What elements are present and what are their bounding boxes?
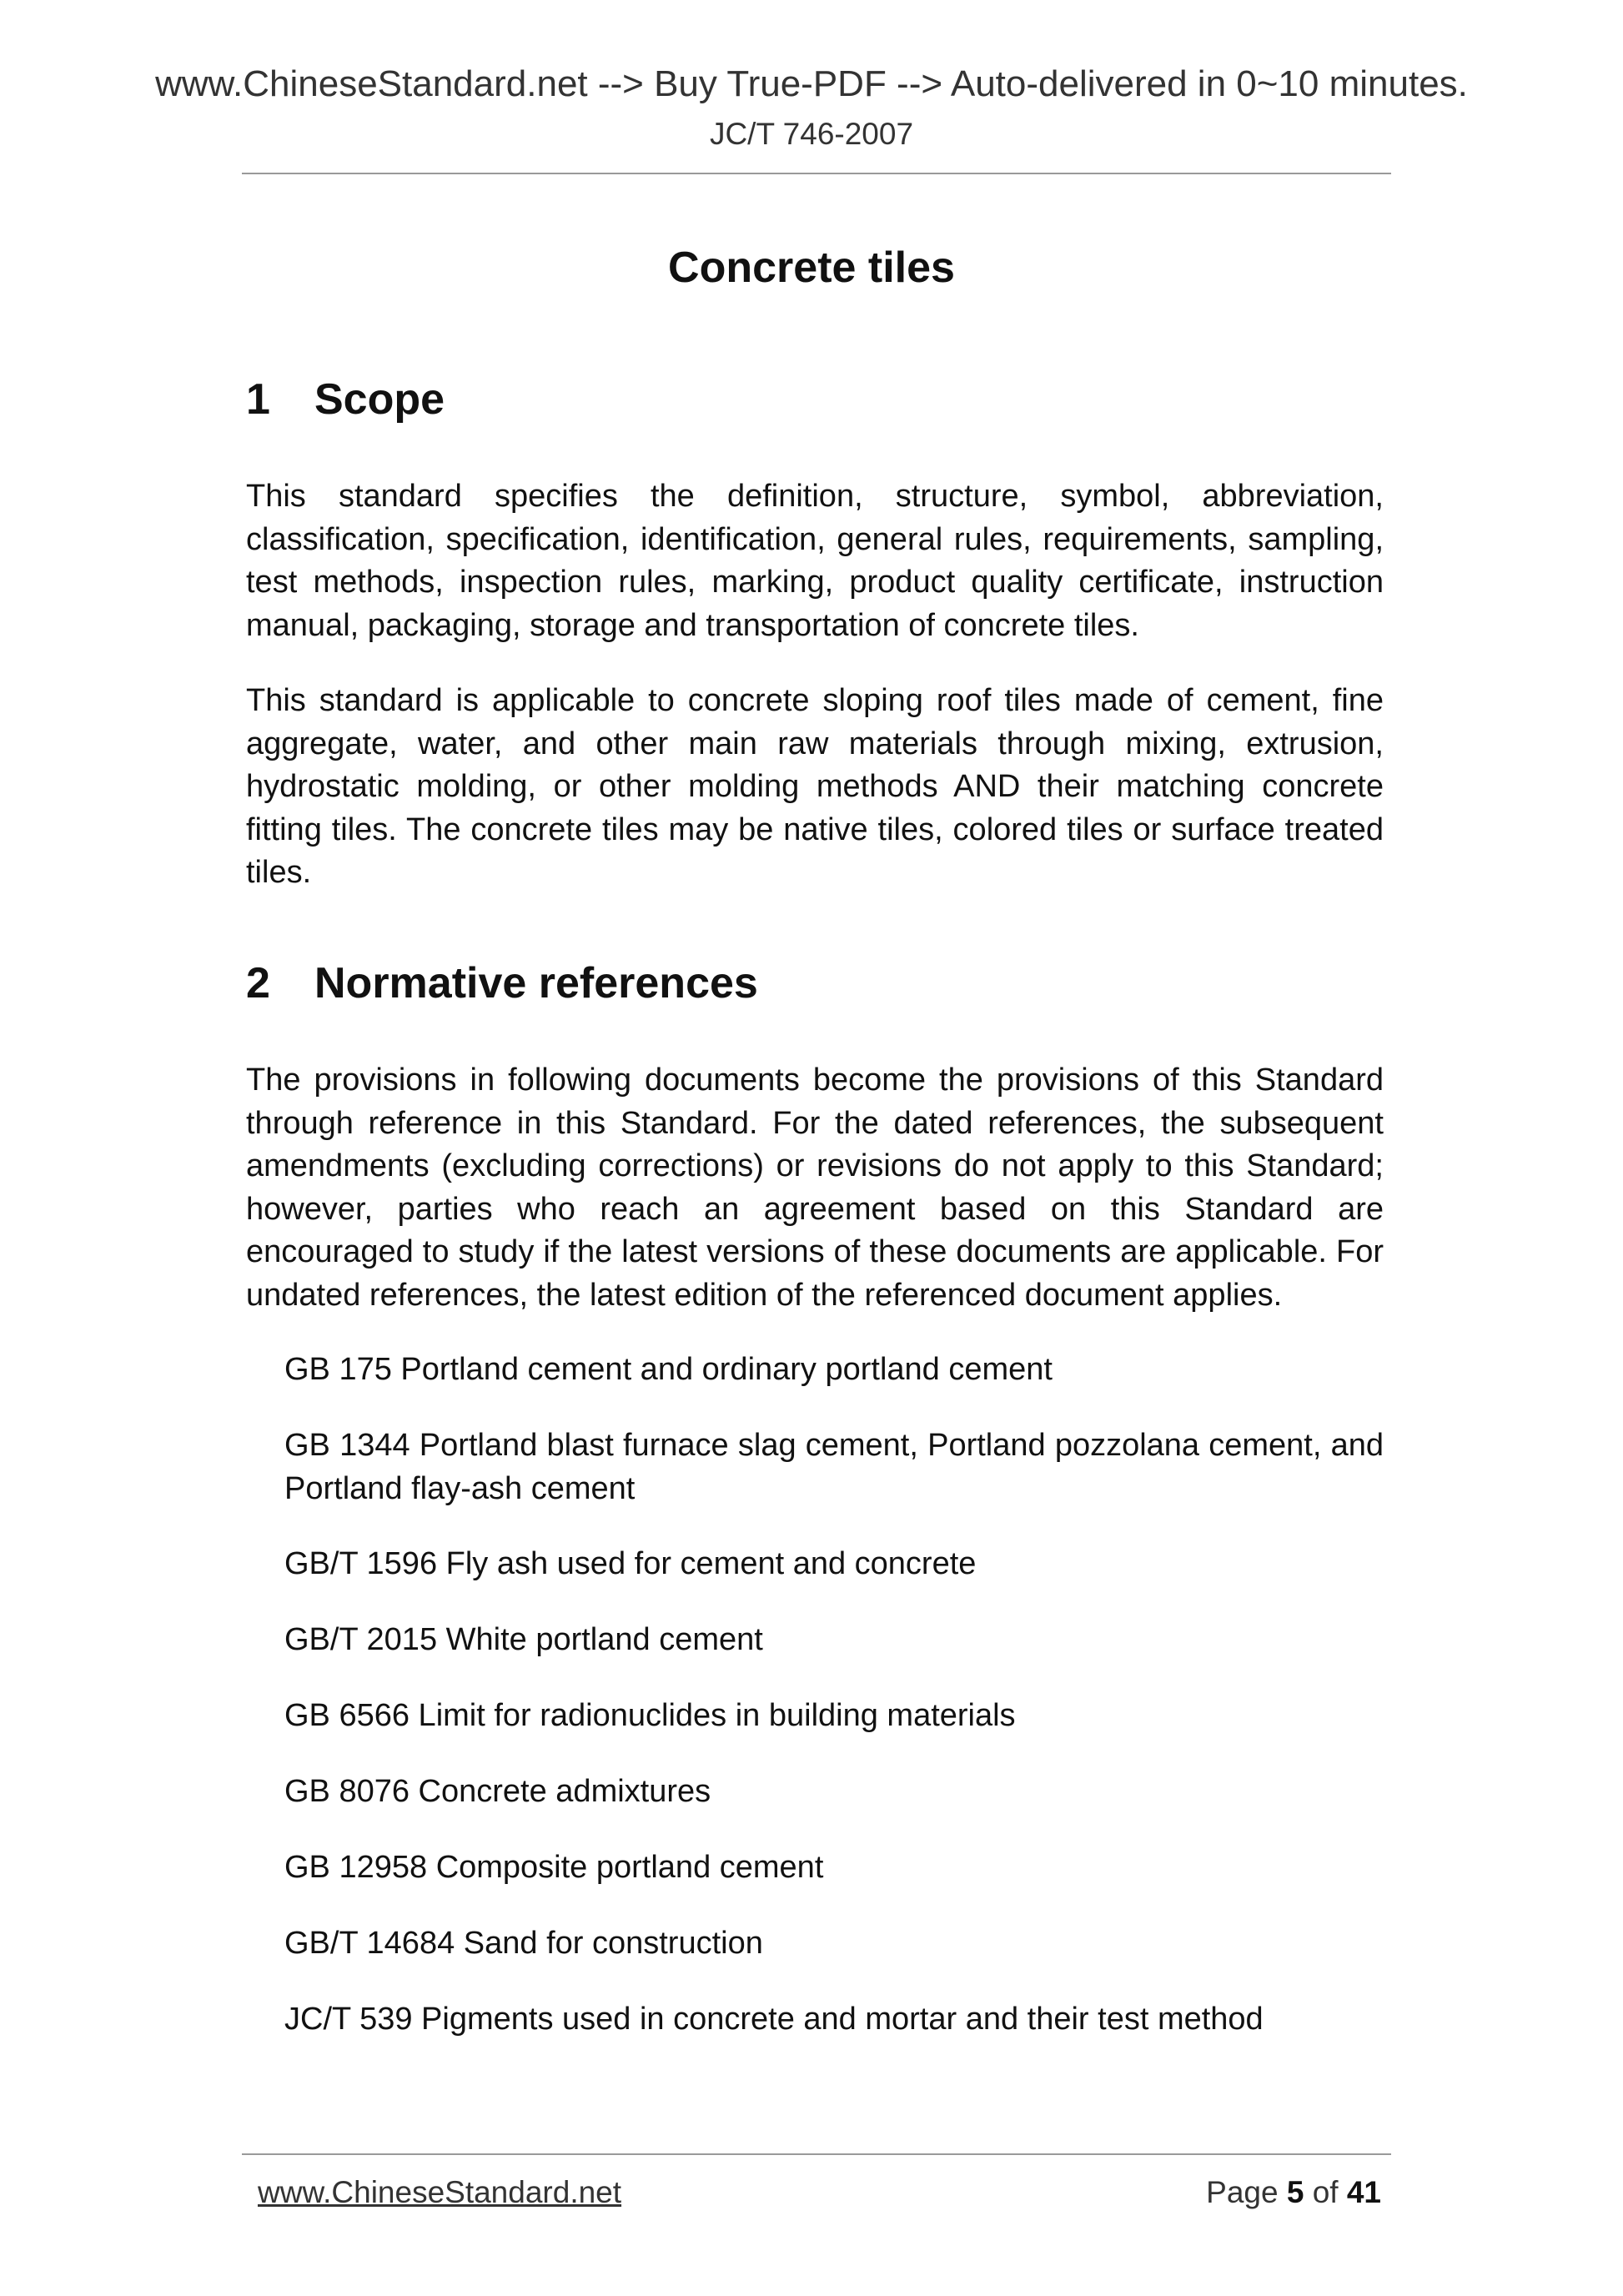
reference-item: GB 12958 Composite portland cement <box>284 1850 824 1885</box>
section-title: Normative references <box>314 959 758 1007</box>
reference-item: GB 6566 Limit for radionuclides in building materials <box>284 1698 1016 1733</box>
references-intro-paragraph: The provisions in following documents become the provisions of this Standard through reference in this Standard. For the dated references, the subsequent amendments (excluding corrections) or revisions do not apply to this Standard; however, parties who reach an agreement based on this Standard are encouraged to study if the latest versions of these documents are applicable. For undated references, the latest edition of the referenced document applies. <box>246 1063 1384 1313</box>
section-heading-scope <box>246 374 445 425</box>
section-heading-normative-references <box>246 957 758 1009</box>
header-divider <box>242 173 1391 174</box>
standard-code: JC/T 746-2007 <box>709 117 914 151</box>
page-total: 41 <box>1346 2175 1381 2209</box>
scope-paragraph-2: This standard is applicable to concrete sloping roof tiles made of cement, fine aggregate, water, and other main raw materials through mixing, extrusion, hydrostatic molding, or other molding methods AND their matching concrete fitting tiles. The concrete tiles may be native tiles, colored tiles or surface treated tiles. <box>246 683 1384 890</box>
page-of: of <box>1312 2175 1339 2209</box>
reference-item: GB/T 2015 White portland cement <box>284 1622 763 1657</box>
reference-item: GB 1344 Portland blast furnace slag cement, Portland pozzolana cement, and Portland flay-ash cement <box>284 1428 1384 1506</box>
page-indicator <box>1206 2175 1381 2210</box>
reference-item: GB 175 Portland cement and ordinary portland cement <box>284 1352 1053 1387</box>
section-number: 1 <box>246 375 270 424</box>
page-current: 5 <box>1286 2175 1304 2209</box>
reference-item: GB/T 14684 Sand for construction <box>284 1926 763 1961</box>
footer-site-link[interactable]: www.ChineseStandard.net <box>258 2175 622 2209</box>
header-banner: www.ChineseStandard.net --> Buy True-PDF --> Auto-delivered in 0~10 minutes. <box>155 63 1468 104</box>
reference-item: JC/T 539 Pigments used in concrete and mortar and their test method <box>284 2002 1264 2037</box>
reference-item: GB/T 1596 Fly ash used for cement and concrete <box>284 1546 977 1581</box>
page-word: Page <box>1206 2175 1279 2209</box>
footer-divider <box>242 2153 1391 2155</box>
scope-paragraph-1: This standard specifies the definition, structure, symbol, abbreviation, classification, specification, identification, general rules, requirements, sampling, test methods, inspection rules, marking, product quality certificate, instruction manual, packaging, storage and transportation of concrete tiles. <box>246 479 1384 643</box>
section-title: Scope <box>314 375 445 424</box>
document-title: Concrete tiles <box>668 244 955 292</box>
section-number: 2 <box>246 959 270 1007</box>
reference-item: GB 8076 Concrete admixtures <box>284 1774 711 1809</box>
